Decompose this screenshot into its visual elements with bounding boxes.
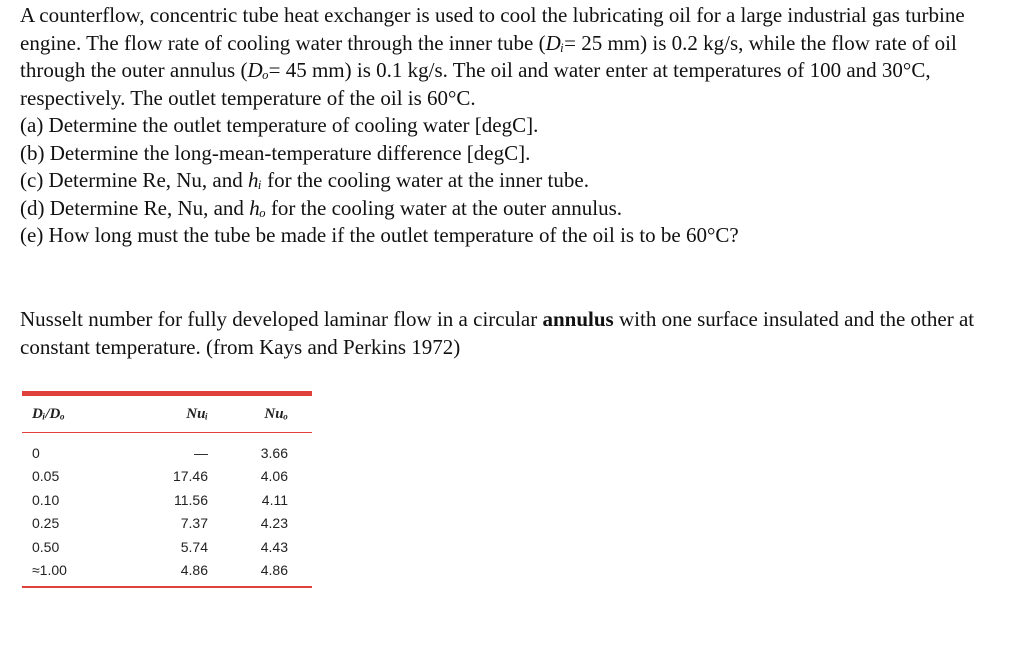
caption-text-1: Nusselt number for fully developed laminar flow in a circular xyxy=(20,307,543,331)
cell-nu-outer: 4.23 xyxy=(260,515,288,532)
problem-intro-text-1: A counterflow, concentric tube heat exchanger is used to cool the lubricating oil for a large industrial gas turbine engine. The flow rate of cooling water through the inner tube ( xyxy=(20,3,965,55)
problem-statement xyxy=(20,2,1010,250)
question-c-symbol: hᵢ xyxy=(248,168,262,192)
header-nu-outer: Nuₒ xyxy=(232,396,312,433)
question-c-text-1: (c) Determine Re, Nu, and xyxy=(20,168,248,192)
table-header-row xyxy=(22,396,312,433)
cell-ratio: 0.25 xyxy=(32,515,60,532)
cell-nu-inner: 5.74 xyxy=(180,538,208,555)
cell-nu-inner: 17.46 xyxy=(172,468,208,485)
question-d-symbol: hₒ xyxy=(249,195,266,220)
question-d-text-1: (d) Determine Re, Nu, and xyxy=(20,195,250,220)
problem-intro xyxy=(20,2,1010,112)
question-d xyxy=(20,195,1010,223)
table-row xyxy=(22,465,312,489)
question-e: (e) How long must the tube be made if the outlet temperature of the oil is to be 60°C? xyxy=(20,223,739,247)
header-diameter-ratio: Dᵢ/Dₒ xyxy=(22,396,120,433)
cell-nu-inner: 4.86 xyxy=(180,562,208,579)
outer-diameter-symbol: Dₒ xyxy=(247,58,269,82)
cell-nu-inner: 7.37 xyxy=(180,515,208,532)
cell-nu-outer: 4.11 xyxy=(261,491,288,508)
caption-bold-word: annulus xyxy=(542,307,614,331)
table-caption xyxy=(20,305,1010,361)
problem-intro-text-3: = 45 mm) is 0.1 kg/s. The oil and water enter at temperatures of 100 and 30°C, respectively. The outlet temperature of the oil is 60°C. xyxy=(20,58,931,110)
question-a: (a) Determine the outlet temperature of cooling water [degC]. xyxy=(20,113,539,137)
cell-ratio: 0.10 xyxy=(32,491,60,508)
table-row xyxy=(22,488,312,512)
question-d-text-2: for the cooling water at the outer annulus. xyxy=(265,195,622,220)
cell-nu-inner: 11.56 xyxy=(174,491,208,508)
cell-ratio: 0.50 xyxy=(32,538,60,555)
cell-ratio: 0.05 xyxy=(32,468,60,485)
table-caption-text xyxy=(20,305,1010,361)
table-row xyxy=(22,535,312,559)
table-row xyxy=(22,512,312,536)
nusselt-table xyxy=(22,396,312,586)
cell-nu-outer: 4.06 xyxy=(260,468,288,485)
cell-ratio: ≈1.00 xyxy=(32,562,67,579)
inner-diameter-symbol: Dᵢ xyxy=(545,30,565,55)
question-c-text-2: for the cooling water at the inner tube. xyxy=(261,168,589,192)
table-bottom-rule xyxy=(22,586,312,588)
problem-intro-text-2: = 25 mm) is 0.2 kg/s, while the flow rate of oil through the outer annulus ( xyxy=(20,30,957,82)
table-row xyxy=(22,433,312,465)
cell-nu-outer: 4.86 xyxy=(260,562,288,579)
cell-ratio: 0 xyxy=(32,444,40,461)
table-row xyxy=(22,559,312,587)
cell-nu-outer: 3.66 xyxy=(260,444,288,461)
caption-text-2: with one surface insulated and the other at constant temperature. (from Kays and Perkins 1972) xyxy=(20,307,975,359)
cell-nu-outer: 4.43 xyxy=(260,538,288,555)
cell-nu-inner: — xyxy=(194,444,208,461)
header-nu-inner: Nuᵢ xyxy=(120,396,232,433)
question-c xyxy=(20,167,1010,195)
question-b: (b) Determine the long-mean-temperature difference [degC]. xyxy=(20,140,531,165)
nusselt-table-container xyxy=(22,391,312,588)
